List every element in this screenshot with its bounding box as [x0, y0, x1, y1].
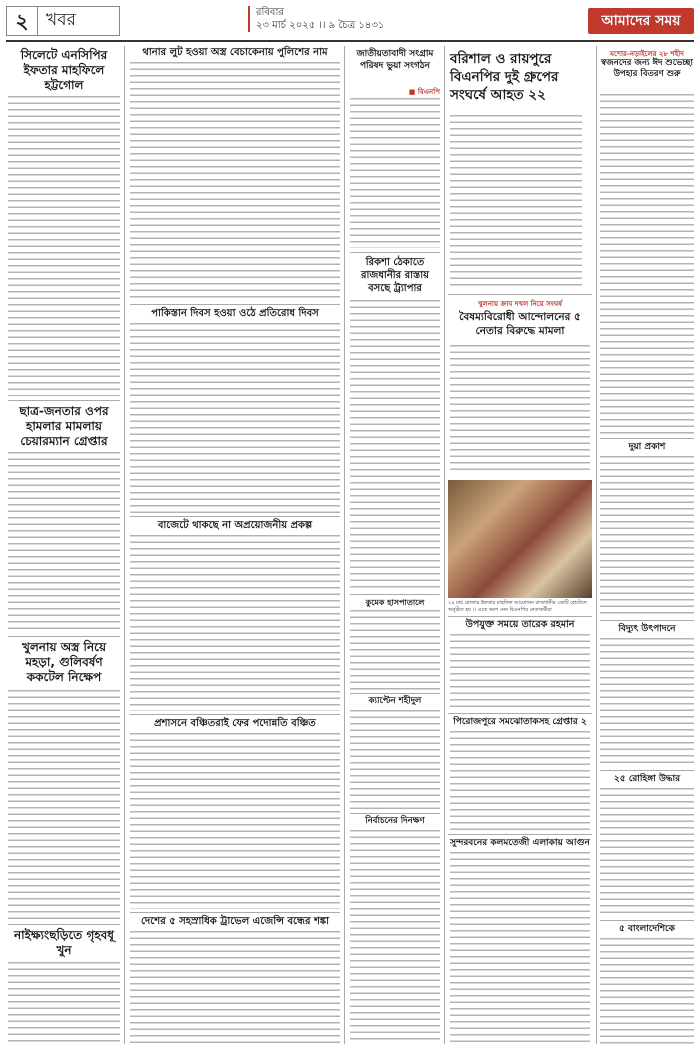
headline-nationalist: জাতীয়তাবাদী সংগ্রাম পরিষদ ভুয়া সংগঠন: [356, 49, 434, 71]
article-bangladeshi-body: [600, 938, 694, 1044]
article-police-body: [130, 62, 340, 300]
article-barishal-gap: [588, 115, 590, 290]
article-election-body: [350, 830, 440, 1044]
article-sylhet-body: [8, 96, 120, 396]
kicker-nationalist: ■ বিএনপি: [408, 88, 440, 96]
column-divider: [124, 46, 125, 1044]
article-barishal-body-1: [450, 115, 582, 290]
article-kumek-body: [350, 610, 440, 690]
column-divider: [344, 46, 345, 1044]
headline-pirojpur: পিরোজপুরে সমঝোতাকসহ গ্রেপ্তার ২: [453, 717, 587, 727]
article-power-body: [600, 638, 694, 766]
headline-khulna-arms: খুলনায় অস্ত্র নিয়ে মহড়া, গুলিবর্ষণ ককটেল নিক্ষেপ: [21, 640, 107, 684]
headline-travel-agency: দেশের ৫ সহস্রাধিক ট্রাভেল এজেন্সি বন্ধের শঙ্কা: [140, 916, 330, 927]
headline-budget: বাজেটে থাকছে না অপ্রয়োজনীয় প্রকল্প: [157, 520, 313, 531]
headline-pakistan-day: পাকিস্তান দিবস হওয়া ওঠে প্রতিরোধ দিবস: [151, 308, 319, 319]
article-pirojpur-body: [450, 731, 590, 831]
headline-prayer: দুয়া প্রকাশ: [628, 442, 666, 452]
column-divider: [444, 46, 445, 1044]
article-travel-body: [130, 931, 340, 1044]
article-captain-body: [350, 710, 440, 810]
article-pakistan-body: [130, 323, 340, 513]
newspaper-logo: আমাদের সময়: [588, 8, 694, 34]
headline-tarique: উপযুক্ত সময়ে তারেক রহমান: [465, 619, 575, 630]
headline-power: বিদ্যুৎ উৎপাদনে: [618, 624, 676, 634]
article-nationalist-body: [350, 98, 440, 248]
headline-administration: প্রশাসনে বঞ্চিতরাই ফের পদোন্নতি বঞ্চিত: [154, 718, 316, 729]
divider: [448, 616, 592, 617]
divider: [448, 713, 592, 714]
headline-sylhet: সিলেটে এনসিপির ইফতার মাহফিলে হট্টগোল: [20, 48, 108, 92]
photo-caption: ২৪ মার্চ রোজার ইফতার মাহফিল আয়োজন রাজধানীর একটি হোটেলে অনুষ্ঠিত হয় ।। এতে অংশ নেন বিএনপির নেতাকর্মীরা: [448, 600, 587, 613]
divider: [350, 594, 440, 595]
divider: [8, 400, 120, 401]
header-date: [248, 6, 384, 32]
page-number: ২: [7, 7, 38, 35]
headline-bangladeshi: ৫ বাংলাদেশিকে: [619, 924, 675, 934]
divider: [350, 252, 440, 253]
divider: [600, 920, 694, 921]
article-students-body: [8, 452, 120, 632]
article-rickshaw-body: [350, 300, 440, 590]
article-naikhongchhari-body: [8, 962, 120, 1044]
divider: [600, 438, 694, 439]
article-discrimination-body: [450, 345, 590, 475]
headline-captain: ক্যাপ্টেন শহীদুল: [368, 696, 422, 706]
article-rohingya-body: [600, 788, 694, 916]
headline-rohingya: ২৫ রোহিঙ্গা উদ্ধার: [613, 774, 681, 784]
divider: [448, 834, 592, 835]
column-divider: [596, 46, 597, 1044]
headline-students-attack: ছাত্র-জনতার ওপর হামলার মামলায় চেয়ারম্যান গ্রেপ্তার: [19, 404, 109, 448]
headline-discrimination: বৈষম্যবিরোধী আন্দোলনের ৫ নেতার বিরুদ্ধে মামলা: [459, 311, 581, 337]
article-tarique-body: [450, 634, 590, 710]
divider: [600, 620, 694, 621]
headline-eid-gift: স্বজনদের জন্য ঈদ শুভেচ্ছা উপহার বিতরণ শুরু: [600, 58, 694, 79]
article-khulna-body: [8, 690, 120, 920]
kicker-discrimination: খুলনায় ক্রাব দখল নিয়ে সংঘর্ষ: [477, 300, 563, 308]
article-administration-body: [130, 733, 340, 909]
divider: [8, 924, 120, 925]
header-rule: [6, 40, 694, 42]
headline-barishal: বরিশাল ও রায়পুরে বিএনপির দুই গ্রুপের সংঘর্ষে আহত ২২: [450, 51, 559, 103]
divider: [130, 912, 340, 913]
event-photo: [448, 480, 592, 598]
headline-police-names: থানার লুট হওয়া অস্ত্র বেচাকেনায় পুলিশের নাম: [142, 47, 328, 58]
divider: [448, 294, 592, 295]
headline-sundarbans: সুন্দরবনের কলমতেজী এলাকায় আগুন: [450, 838, 590, 848]
divider: [600, 770, 694, 771]
article-sundarbans-body: [450, 852, 590, 1044]
divider: [130, 516, 340, 517]
headline-naikhongchhari: নাইক্ষ্যংছড়িতে গৃহবধূ খুন: [13, 928, 115, 957]
header-date-text: ২৩ মার্চ ২০২৫ ।। ৯ চৈত্র ১৪৩১: [256, 20, 385, 31]
headline-rickshaw: রিকশা ঠেকাতে রাজধানীর রাস্তায় বসছে ট্র্যাপার: [360, 257, 430, 294]
divider: [130, 304, 340, 305]
kicker-eid: যশোর-নড়াইলের ২৮ শহীদ: [610, 50, 684, 58]
divider: [350, 813, 440, 814]
headline-election: নির্বাচনের দিনক্ষণ: [365, 816, 425, 826]
divider: [8, 636, 120, 637]
page-header-box: [6, 6, 120, 36]
header-day: রবিবার: [256, 7, 284, 18]
article-prayer-body: [600, 456, 694, 616]
headline-kumek: কুমেক হাসপাতালে: [365, 598, 425, 607]
article-budget-body: [130, 535, 340, 711]
article-eid-body: [600, 94, 694, 434]
divider: [350, 693, 440, 694]
section-name: খবর: [46, 10, 76, 30]
divider: [130, 714, 340, 715]
